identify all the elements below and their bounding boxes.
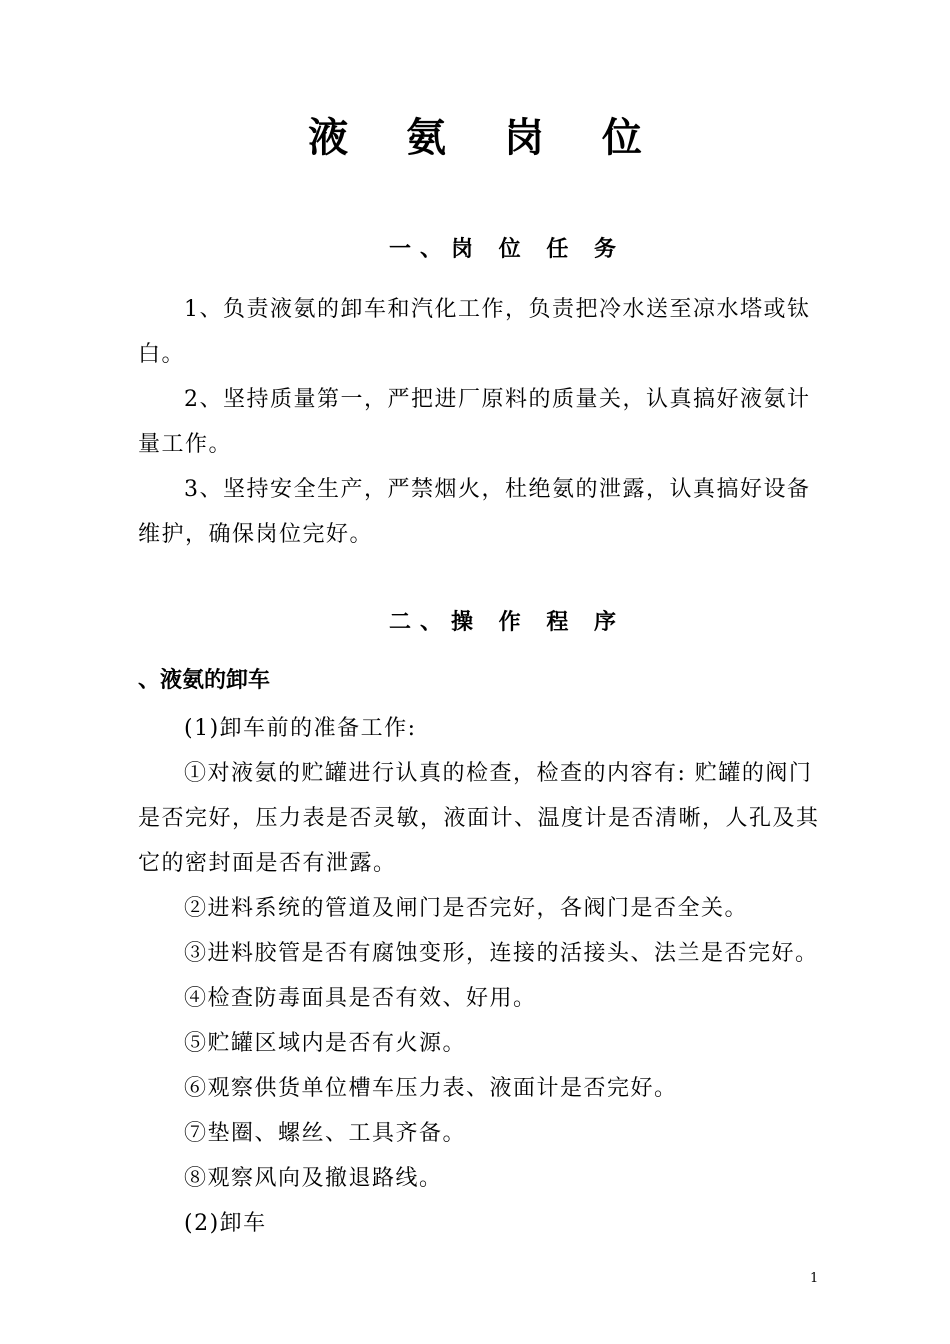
section-body-tasks <box>138 287 830 557</box>
paragraph: 3、坚持安全生产，严禁烟火，杜绝氨的泄露，认真搞好设备维护，确保岗位完好。 <box>138 477 811 547</box>
paragraph: ③进料胶管是否有腐蚀变形，连接的活接头、法兰是否完好。 <box>184 941 819 966</box>
document-title: 液 氨 岗 位 <box>308 115 664 161</box>
paragraph: ④检查防毒面具是否有效、好用。 <box>184 986 537 1011</box>
paragraph: ⑥观察供货单位槽车压力表、液面计是否完好。 <box>184 1076 678 1101</box>
paragraph: (1)卸车前的准备工作: <box>184 716 417 741</box>
paragraph: 1、负责液氨的卸车和汽化工作，负责把冷水送至凉水塔或钛白。 <box>138 297 811 367</box>
paragraph: 2、坚持质量第一，严把进厂原料的质量关，认真搞好液氨计量工作。 <box>138 387 811 457</box>
paragraph: ⑦垫圈、螺丝、工具齐备。 <box>184 1121 467 1146</box>
section-heading-procedures: 二、操 作 程 序 <box>389 609 625 635</box>
paragraph: ⑤贮罐区域内是否有火源。 <box>184 1031 467 1056</box>
paragraph: (2)卸车 <box>184 1211 267 1236</box>
paragraph: ①对液氨的贮罐进行认真的检查，检查的内容有: 贮罐的阀门是否完好，压力表是否灵敏，液面计、温度计是否清晰，人孔及其它的密封面是否有泄露。 <box>138 761 820 876</box>
paragraph: ②进料系统的管道及闸门是否完好，各阀门是否全关。 <box>184 896 749 921</box>
paragraph: ⑧观察风向及撤退路线。 <box>184 1166 443 1191</box>
page-number: 1 <box>810 1271 819 1286</box>
section-body-procedures <box>138 706 830 1246</box>
subsection-heading-unloading: 、液氨的卸车 <box>138 668 271 693</box>
section-heading-tasks: 一、岗 位 任 务 <box>389 236 625 262</box>
